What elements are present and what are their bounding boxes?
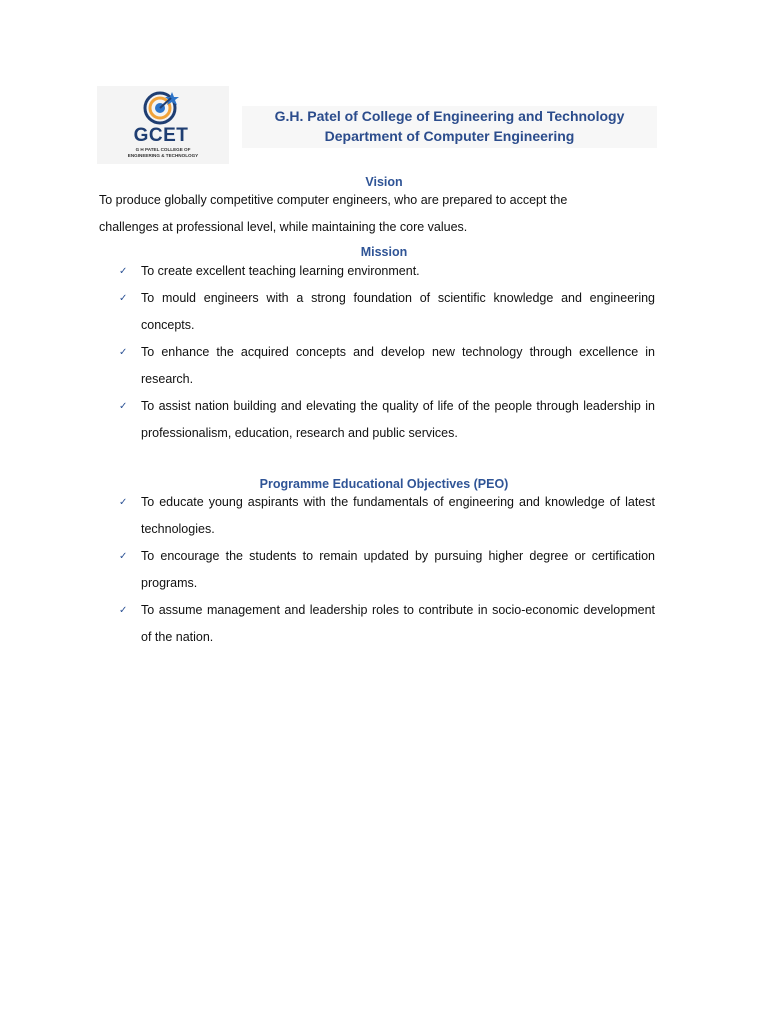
check-icon: ✓ — [119, 551, 128, 562]
peo-item-text: To educate young aspirants with the fundamentals of engineering and knowledge of latest technologies. — [141, 495, 655, 536]
college-logo — [97, 86, 229, 164]
check-icon: ✓ — [119, 401, 128, 412]
mission-item — [119, 258, 655, 285]
mission-item — [119, 285, 655, 339]
mission-item — [119, 393, 655, 447]
vision-line-2: challenges at professional level, while maintaining the core values. — [99, 220, 468, 234]
mission-heading: Mission — [360, 245, 408, 259]
logo-wordmark: GCET — [133, 125, 189, 146]
check-icon: ✓ — [119, 266, 128, 277]
college-name: G.H. Patel of College of Engineering and Technology — [274, 108, 625, 124]
peo-item — [119, 543, 655, 597]
vision-line-1: To produce globally competitive computer engineers, who are prepared to accept the — [99, 193, 568, 207]
peo-item-text: To encourage the students to remain updated by pursuing higher degree or certification programs. — [141, 549, 655, 590]
mission-item-text: To mould engineers with a strong foundation of scientific knowledge and engineering concepts. — [141, 291, 655, 332]
check-icon: ✓ — [119, 497, 128, 508]
peo-item — [119, 597, 655, 651]
title-block — [242, 106, 657, 148]
mission-item-text: To assist nation building and elevating the quality of life of the people through leadership in professionalism, education, research and public services. — [141, 399, 655, 440]
mission-item — [119, 339, 655, 393]
logo-subtitle: G H PATEL COLLEGE OF ENGINEERING & TECHNOLOGY — [127, 147, 199, 158]
check-icon: ✓ — [119, 293, 128, 304]
check-icon: ✓ — [119, 605, 128, 616]
check-icon: ✓ — [119, 347, 128, 358]
peo-item — [119, 489, 655, 543]
target-star-icon — [141, 89, 181, 125]
mission-item-text: To create excellent teaching learning environment. — [141, 264, 420, 278]
peo-list — [119, 489, 655, 651]
mission-item-text: To enhance the acquired concepts and develop new technology through excellence in research. — [141, 345, 655, 386]
department-name: Department of Computer Engineering — [324, 128, 575, 144]
vision-text — [99, 187, 659, 241]
mission-list — [119, 258, 655, 447]
peo-heading: Programme Educational Objectives (PEO) — [259, 477, 509, 491]
document-header — [97, 86, 657, 164]
peo-item-text: To assume management and leadership roles to contribute in socio-economic development of the nation. — [141, 603, 655, 644]
vision-heading: Vision — [365, 175, 403, 189]
